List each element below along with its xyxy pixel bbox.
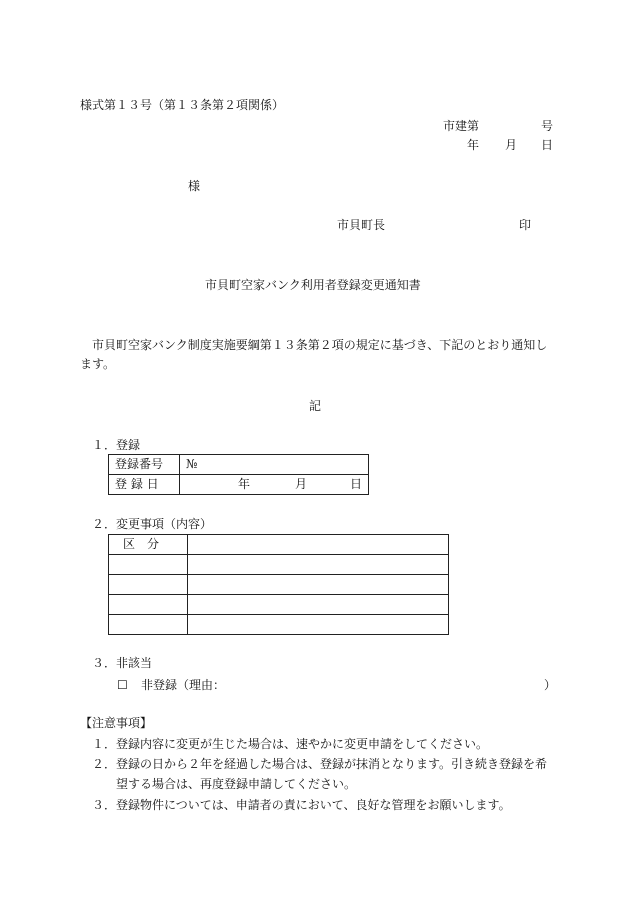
changes-table — [108, 534, 449, 635]
table-cell — [109, 575, 188, 595]
ki-heading: 記 — [309, 399, 322, 413]
issuer-title: 市貝町長 — [337, 218, 386, 232]
registration-date-label: 登 録 日 — [109, 475, 180, 495]
table-cell — [188, 595, 449, 615]
addressee-suffix: 様 — [188, 179, 201, 193]
date-year: 年 — [467, 138, 480, 152]
document-title: 市貝町空家バンク利用者登録変更通知書 — [205, 278, 421, 292]
date-day: 日 — [541, 138, 554, 152]
table-cell — [109, 595, 188, 615]
date-month: 月 — [505, 138, 518, 152]
close-paren: ） — [544, 678, 557, 692]
note-item-3: ３．登録物件については、申請者の責において、良好な管理をお願いします。 — [92, 798, 511, 812]
content-header — [188, 535, 449, 555]
section2-heading: ２．変更事項（内容） — [92, 517, 213, 531]
table-cell — [188, 555, 449, 575]
note-item-1: １．登録内容に変更が生じた場合は、速やかに変更申請をしてください。 — [92, 737, 489, 751]
note-item-2-cont: 望する場合は、再度登録申請してください。 — [116, 777, 357, 791]
doc-number-suffix: 号 — [541, 119, 554, 133]
category-header: 区 分 — [109, 535, 188, 555]
reg-date-day: 日 — [350, 477, 363, 491]
body-line-2: ます。 — [80, 357, 116, 371]
section1-heading: １．登録 — [92, 438, 141, 452]
table-row — [109, 615, 449, 635]
table-row — [109, 455, 369, 475]
table-row — [109, 575, 449, 595]
issuer-seal: 印 — [519, 218, 532, 232]
note-item-2: ２．登録の日から２年を経過した場合は、登録が抹消となります。引き続き登録を希 — [92, 757, 548, 771]
table-row — [109, 475, 369, 495]
registration-table — [108, 454, 369, 495]
reg-date-month: 月 — [295, 477, 308, 491]
table-cell — [188, 615, 449, 635]
table-cell — [109, 615, 188, 635]
table-cell — [188, 575, 449, 595]
notes-heading: 【注意事項】 — [80, 716, 153, 730]
table-row — [109, 555, 449, 575]
section3-heading: ３．非該当 — [92, 656, 153, 670]
non-registration-label: 非登録（理由： — [141, 678, 226, 692]
table-cell — [109, 555, 188, 575]
registration-date-value — [180, 475, 369, 495]
registration-number-value: № — [180, 455, 369, 475]
body-line-1: 市貝町空家バンク制度実施要綱第１３条第２項の規定に基づき、下記のとおり通知し — [92, 338, 548, 352]
form-label: 様式第１３号（第１３条第２項関係） — [80, 98, 285, 112]
registration-number-label: 登録番号 — [109, 455, 180, 475]
table-row — [109, 595, 449, 615]
non-registration-checkbox[interactable]: ☐ — [117, 678, 128, 692]
reg-date-year: 年 — [238, 477, 251, 491]
table-row — [109, 535, 449, 555]
doc-number-prefix: 市建第 — [443, 119, 480, 133]
